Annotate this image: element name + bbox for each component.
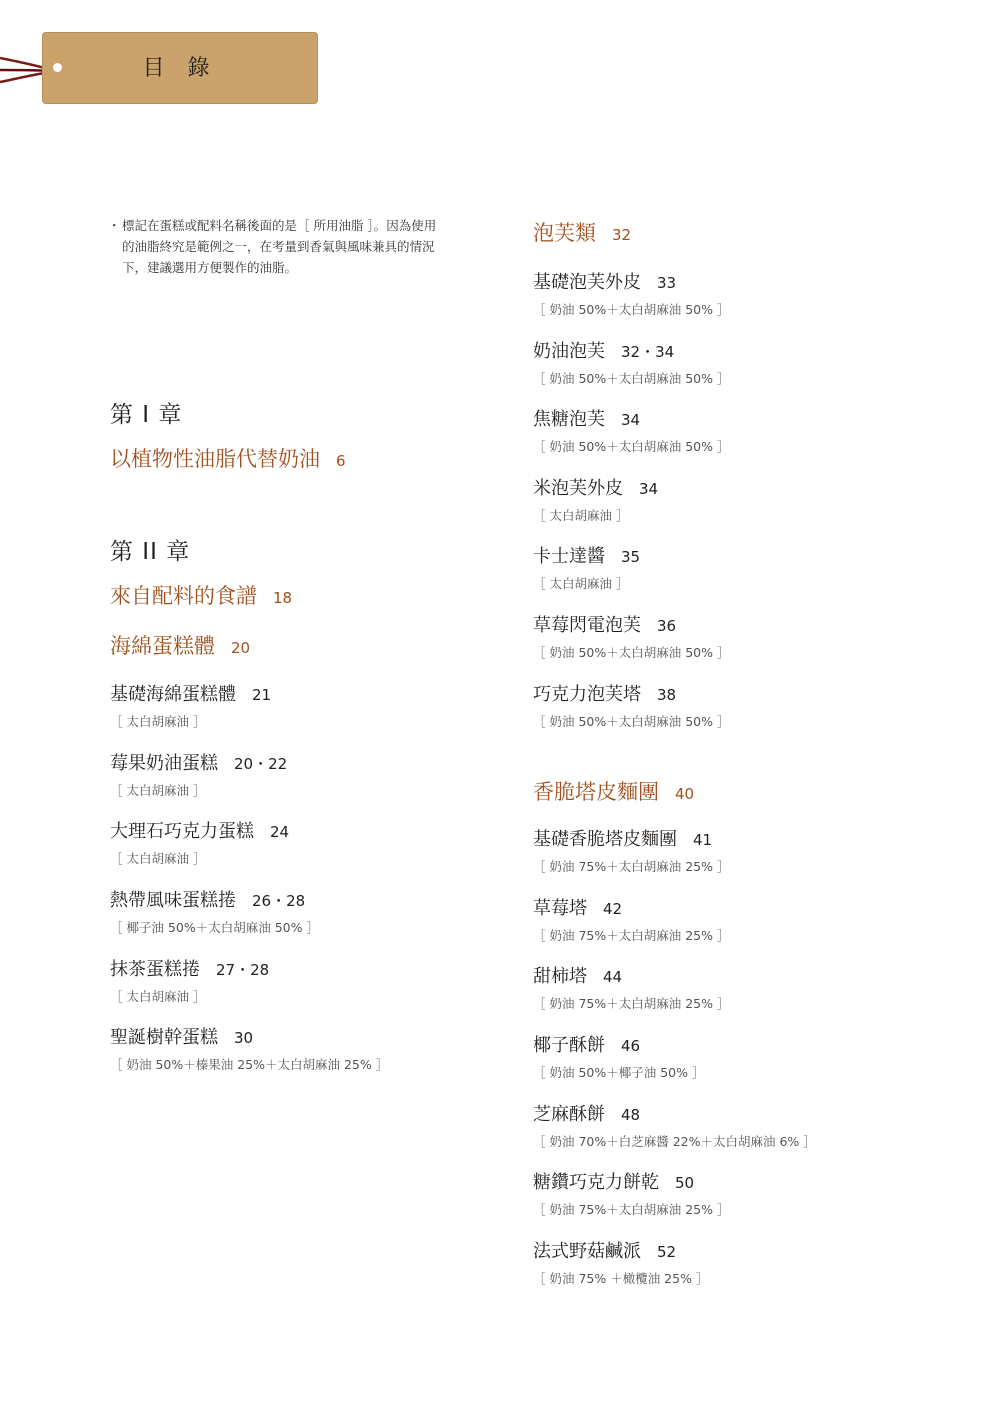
entry-title: 焦糖泡芙 (533, 409, 605, 430)
toc-entry[interactable] (533, 1100, 816, 1150)
toc-section-sponge[interactable] (110, 630, 250, 660)
entry-title: 芝麻酥餅 (533, 1104, 605, 1125)
entry-page: 26・28 (252, 892, 306, 910)
toc-entry[interactable] (533, 894, 729, 944)
entry-oil: ［ 奶油 50%＋太白胡麻油 50% ］ (533, 645, 730, 660)
entry-page: 33 (657, 274, 677, 292)
entry-title: 聖誕樹幹蛋糕 (110, 1027, 218, 1048)
entry-page: 38 (657, 686, 677, 704)
entry-title: 抹茶蛋糕捲 (110, 959, 200, 980)
entry-title: 椰子酥餅 (533, 1035, 605, 1056)
entry-title: 草莓閃電泡芙 (533, 615, 641, 636)
entry-page: 21 (252, 686, 272, 704)
entry-oil: ［ 奶油 50%＋榛果油 25%＋太白胡麻油 25% ］ (110, 1057, 389, 1072)
toc-entry[interactable] (533, 474, 658, 524)
entry-oil: ［ 奶油 75%＋太白胡麻油 25% ］ (533, 1202, 730, 1217)
section-title: 來自配料的食譜 (110, 584, 257, 608)
entry-oil: ［ 太白胡麻油 ］ (533, 576, 629, 591)
entry-page: 20・22 (234, 755, 288, 773)
entry-page: 36 (657, 617, 677, 635)
entry-title: 莓果奶油蛋糕 (110, 753, 218, 774)
usage-note (108, 215, 446, 278)
entry-oil: ［ 奶油 50%＋太白胡麻油 50% ］ (533, 371, 730, 386)
toc-entry[interactable] (110, 886, 319, 936)
entry-title: 大理石巧克力蛋糕 (110, 821, 254, 842)
toc-section-toppings[interactable] (110, 580, 292, 610)
entry-oil: ［ 奶油 50%＋太白胡麻油 50% ］ (533, 302, 730, 317)
toc-entry[interactable] (533, 337, 729, 387)
entry-page: 24 (270, 823, 290, 841)
entry-title: 巧克力泡芙塔 (533, 684, 641, 705)
toc-entry[interactable] (533, 405, 729, 455)
entry-oil: ［ 奶油 50%＋太白胡麻油 50% ］ (533, 714, 730, 729)
entry-title: 甜柿塔 (533, 966, 587, 987)
toc-entry[interactable] (110, 680, 271, 730)
note-bullet: ・ (108, 218, 121, 233)
toc-entry[interactable] (110, 817, 289, 867)
toc-section-tart[interactable] (533, 776, 694, 806)
entry-oil: ［ 太白胡麻油 ］ (110, 714, 206, 729)
entry-page: 52 (657, 1243, 677, 1261)
section-page: 40 (675, 785, 695, 803)
entry-title: 基礎香脆塔皮麵團 (533, 829, 677, 850)
entry-page: 41 (693, 831, 713, 849)
entry-title: 糖鑽巧克力餅乾 (533, 1172, 659, 1193)
section-page: 6 (336, 452, 346, 470)
entry-page: 48 (621, 1106, 641, 1124)
toc-entry[interactable] (533, 680, 729, 730)
entry-oil: ［ 奶油 75% ＋橄欖油 25% ］ (533, 1271, 709, 1286)
toc-entry[interactable] (110, 1023, 388, 1073)
toc-entry[interactable] (533, 268, 729, 318)
page-title: 目 錄 (142, 56, 218, 81)
title-tag (42, 32, 318, 104)
note-text: 標記在蛋糕或配料名稱後面的是［ 所用油脂 ］。因為使用的油脂終究是範例之一，在考量到香氣與風味兼具的情況下，建議選用方便製作的油脂。 (122, 218, 437, 275)
entry-oil: ［ 太白胡麻油 ］ (110, 851, 206, 866)
toc-entry[interactable] (533, 542, 640, 592)
entry-title: 米泡芙外皮 (533, 478, 623, 499)
section-title: 以植物性油脂代替奶油 (110, 447, 320, 471)
entry-oil: ［ 奶油 50%＋太白胡麻油 50% ］ (533, 439, 730, 454)
toc-entry[interactable] (533, 1168, 729, 1218)
toc-entry[interactable] (533, 962, 729, 1012)
entry-page: 50 (675, 1174, 695, 1192)
toc-entry[interactable] (533, 1031, 704, 1081)
entry-title: 卡士達醬 (533, 546, 605, 567)
entry-oil: ［ 奶油 50%＋椰子油 50% ］ (533, 1065, 705, 1080)
section-title: 香脆塔皮麵團 (533, 780, 659, 804)
section-page: 20 (231, 639, 251, 657)
entry-page: 30 (234, 1029, 254, 1047)
entry-oil: ［ 奶油 75%＋太白胡麻油 25% ］ (533, 859, 730, 874)
chapter-2-label: 第 II 章 (110, 539, 191, 565)
entry-page: 32・34 (621, 343, 675, 361)
entry-oil: ［ 椰子油 50%＋太白胡麻油 50% ］ (110, 920, 319, 935)
entry-oil: ［ 太白胡麻油 ］ (110, 783, 206, 798)
toc-section-plant-oil[interactable] (110, 443, 346, 473)
toc-section-choux[interactable] (533, 217, 631, 247)
entry-oil: ［ 奶油 75%＋太白胡麻油 25% ］ (533, 928, 730, 943)
chapter-1-label: 第 I 章 (110, 402, 183, 428)
toc-entry[interactable] (533, 1237, 708, 1287)
entry-page: 34 (621, 411, 641, 429)
entry-page: 44 (603, 968, 623, 986)
entry-title: 基礎泡芙外皮 (533, 272, 641, 293)
toc-entry[interactable] (110, 955, 269, 1005)
toc-entry[interactable] (533, 611, 729, 661)
entry-title: 熱帶風味蛋糕捲 (110, 890, 236, 911)
entry-title: 基礎海綿蛋糕體 (110, 684, 236, 705)
toc-entry[interactable] (533, 825, 729, 875)
toc-entry[interactable] (110, 749, 287, 799)
entry-title: 法式野菇鹹派 (533, 1241, 641, 1262)
section-page: 18 (273, 589, 293, 607)
entry-page: 27・28 (216, 961, 270, 979)
section-page: 32 (612, 226, 632, 244)
section-title: 泡芙類 (533, 221, 596, 245)
entry-page: 42 (603, 900, 623, 918)
entry-title: 草莓塔 (533, 898, 587, 919)
entry-oil: ［ 奶油 75%＋太白胡麻油 25% ］ (533, 996, 730, 1011)
entry-page: 35 (621, 548, 641, 566)
entry-oil: ［ 太白胡麻油 ］ (110, 989, 206, 1004)
section-title: 海綿蛋糕體 (110, 634, 215, 658)
entry-oil: ［ 太白胡麻油 ］ (533, 508, 629, 523)
entry-page: 46 (621, 1037, 641, 1055)
entry-title: 奶油泡芙 (533, 341, 605, 362)
entry-oil: ［ 奶油 70%＋白芝麻醬 22%＋太白胡麻油 6% ］ (533, 1134, 816, 1149)
entry-page: 34 (639, 480, 659, 498)
